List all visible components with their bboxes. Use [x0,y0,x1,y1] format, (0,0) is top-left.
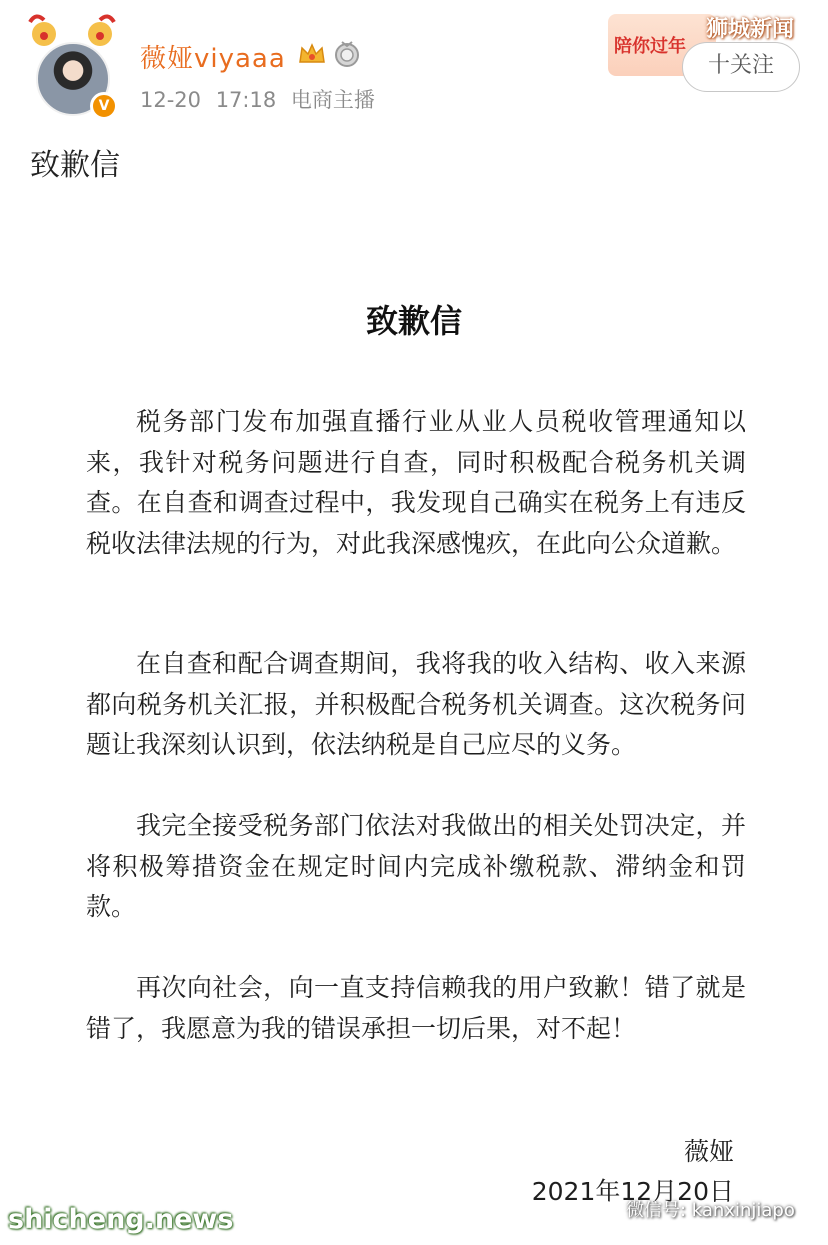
site-watermark: shicheng.news [8,1204,234,1235]
follow-button[interactable]: 十关注 [682,42,800,92]
avatar-block[interactable] [22,12,122,116]
post-meta [140,84,375,114]
top-watermark: 狮城新闻 [706,17,795,42]
post-timestamp: 12-20 17:18 [140,88,277,112]
letter-signature: 薇娅 [683,1137,734,1166]
letter-paragraph: 我完全接受税务部门依法对我做出的相关处罚决定，并将积极筹措资金在规定时间内完成补缴税款、滞纳金和罚款。 [86,811,746,921]
medal-icon [334,40,360,68]
letter-heading: 致歉信 [365,302,462,340]
user-tag: 电商主播 [290,88,375,112]
verified-badge-icon: V [90,92,118,120]
banner-text: 陪你过年 [614,36,686,57]
letter-paragraph: 税务部门发布加强直播行业从业人员税收管理通知以来，我针对税务问题进行自查，同时积极配合税务机关调查。在自查和调查过程中，我发现自己确实在税务上有违反税收法律法规的行为，对此我深感愧疚，在此向公众道歉。 [86,407,746,558]
letter-paragraph: 在自查和配合调查期间，我将我的收入结构、收入来源都向税务机关汇报，并积极配合税务机关调查。这次税务问题让我深刻认识到，依法纳税是自己应尽的义务。 [86,649,746,759]
crown-icon [298,42,326,66]
letter-date: 2021年12月20日 [531,1177,734,1206]
post-title: 致歉信 [30,148,120,183]
wechat-icon [596,1200,622,1220]
letter-paragraph: 再次向社会，向一直支持信赖我的用户致歉！错了就是错了，我愿意为我的错误承担一切后果，对不起！ [86,973,746,1043]
username[interactable]: 薇娅viyaaa [140,44,286,74]
wechat-watermark: 微信号: kanxinjiapo [626,1200,795,1221]
